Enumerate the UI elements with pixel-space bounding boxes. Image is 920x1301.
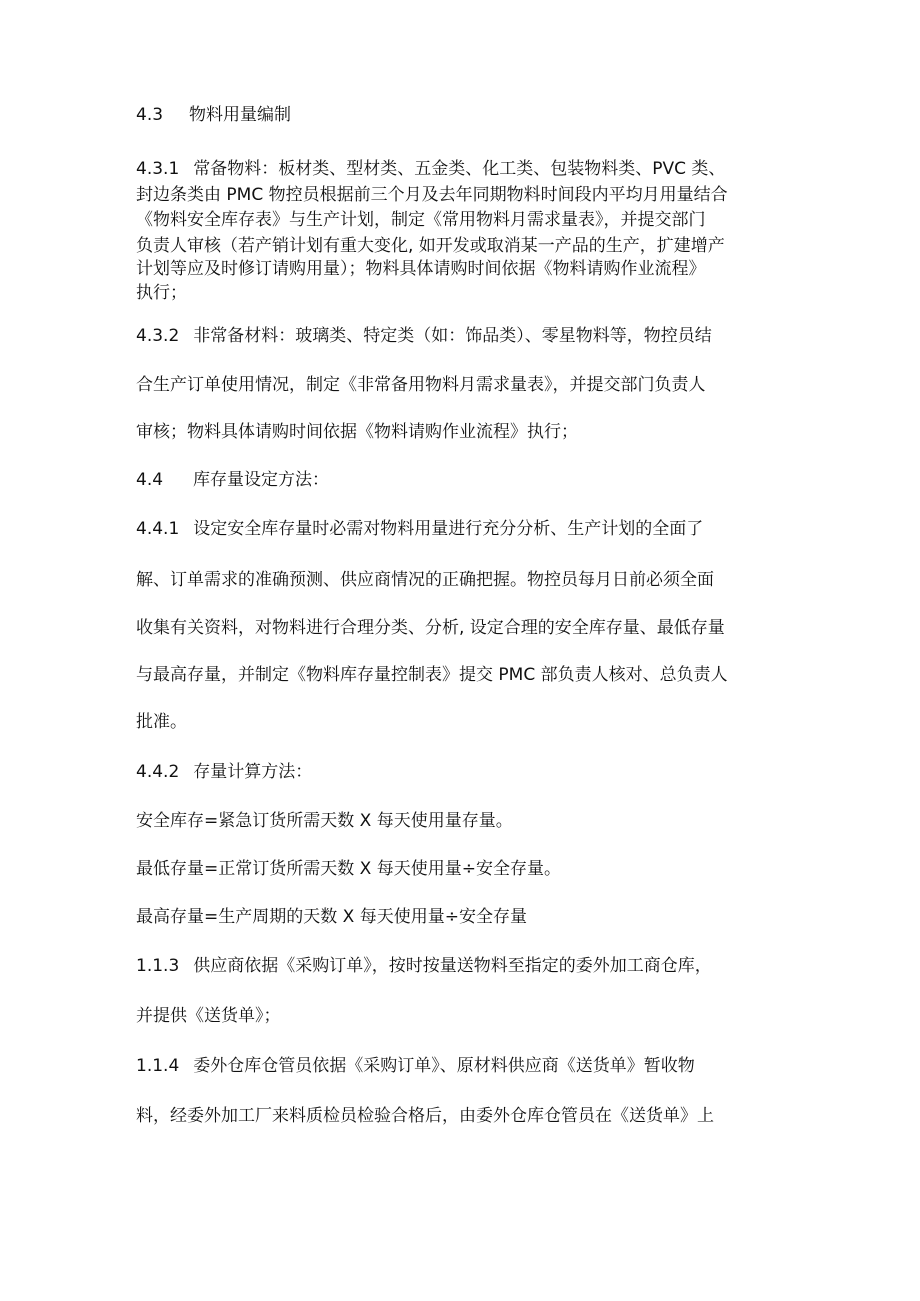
formula-minimum-stock: 最低存量=正常订货所需天数 X 每天使用量÷安全存量。	[136, 859, 561, 879]
item-number: 4.4.2	[136, 762, 180, 782]
section-number: 4.4	[136, 470, 164, 490]
paragraph-text: 委外仓库仓管员依据《采购订单》、原材料供应商《送货单》暂收物	[193, 1056, 695, 1076]
paragraph-4-4-1-line-3: 收集有关资料，对物料进行合理分类、分析, 设定合理的安全库存量、最低存量	[136, 618, 725, 638]
paragraph-1-1-4-line-2: 料，经委外加工厂来料质检员检验合格后，由委外仓库仓管员在《送货单》上	[136, 1106, 714, 1126]
item-number: 1.1.4	[136, 1056, 180, 1076]
paragraph-4-4-1-line-5: 批准。	[136, 712, 187, 732]
item-number: 4.4.1	[136, 519, 180, 539]
paragraph-4-3-1-line-4: 负责人审核（若产销计划有重大变化, 如开发或取消某一产品的生产，扩建增产	[136, 236, 725, 256]
paragraph-1-1-3-line-2: 并提供《送货单》；	[136, 1006, 281, 1026]
paragraph-4-4-2-heading	[136, 761, 312, 783]
paragraph-4-3-1-line-3: 《物料安全库存表》与生产计划，制定《常用物料月需求量表》，并提交部门	[136, 210, 706, 230]
paragraph-4-3-2-line-2: 合生产订单使用情况，制定《非常备用物料月需求量表》，并提交部门负责人	[136, 375, 706, 395]
paragraph-4-4-1-line-2: 解、订单需求的准确预测、供应商情况的正确把握。物控员每月日前必须全面	[136, 570, 714, 590]
paragraph-text: 供应商依据《采购订单》，按时按量送物料至指定的委外加工商仓库，	[193, 956, 712, 976]
paragraph-4-4-1-line-1	[136, 518, 703, 540]
section-heading-4-3	[136, 104, 291, 126]
paragraph-text: 设定安全库存量时必需对物料用量进行充分分析、生产计划的全面了	[193, 519, 704, 539]
paragraph-4-3-1-line-6: 执行；	[136, 283, 187, 303]
paragraph-text: 存量计算方法：	[193, 762, 313, 782]
formula-maximum-stock: 最高存量=生产周期的天数 X 每天使用量÷安全存量	[136, 907, 527, 927]
section-title: 库存量设定方法：	[193, 470, 330, 490]
section-number: 4.3	[136, 105, 164, 125]
paragraph-text: 常备物料：板材类、型材类、五金类、化工类、包装物料类、PVC 类、	[193, 159, 726, 179]
item-number: 1.1.3	[136, 956, 180, 976]
paragraph-text: 非常备材料：玻璃类、特定类（如：饰品类）、零星物料等，物控员结	[193, 326, 712, 346]
paragraph-1-1-4-line-1	[136, 1055, 695, 1077]
section-heading-4-4	[136, 469, 329, 491]
paragraph-4-3-1-line-1	[136, 158, 725, 180]
paragraph-1-1-3-line-1	[136, 955, 712, 977]
paragraph-4-3-1-line-2: 封边条类由 PMC 物控员根据前三个月及去年同期物料时间段内平均月用量结合	[136, 185, 728, 205]
section-title: 物料用量编制	[189, 105, 292, 125]
item-number: 4.3.2	[136, 326, 180, 346]
formula-safety-stock: 安全库存=紧急订货所需天数 X 每天使用量存量。	[136, 811, 513, 831]
paragraph-4-3-2-line-1	[136, 325, 712, 347]
paragraph-4-4-1-line-4: 与最高存量，并制定《物料库存量控制表》提交 PMC 部负责人核对、总负责人	[136, 665, 728, 685]
item-number: 4.3.1	[136, 159, 180, 179]
paragraph-4-3-1-line-5: 计划等应及时修订请购用量）；物料具体请购时间依据《物料请购作业流程》	[136, 259, 706, 279]
paragraph-4-3-2-line-3: 审核；物料具体请购时间依据《物料请购作业流程》执行；	[136, 422, 578, 442]
